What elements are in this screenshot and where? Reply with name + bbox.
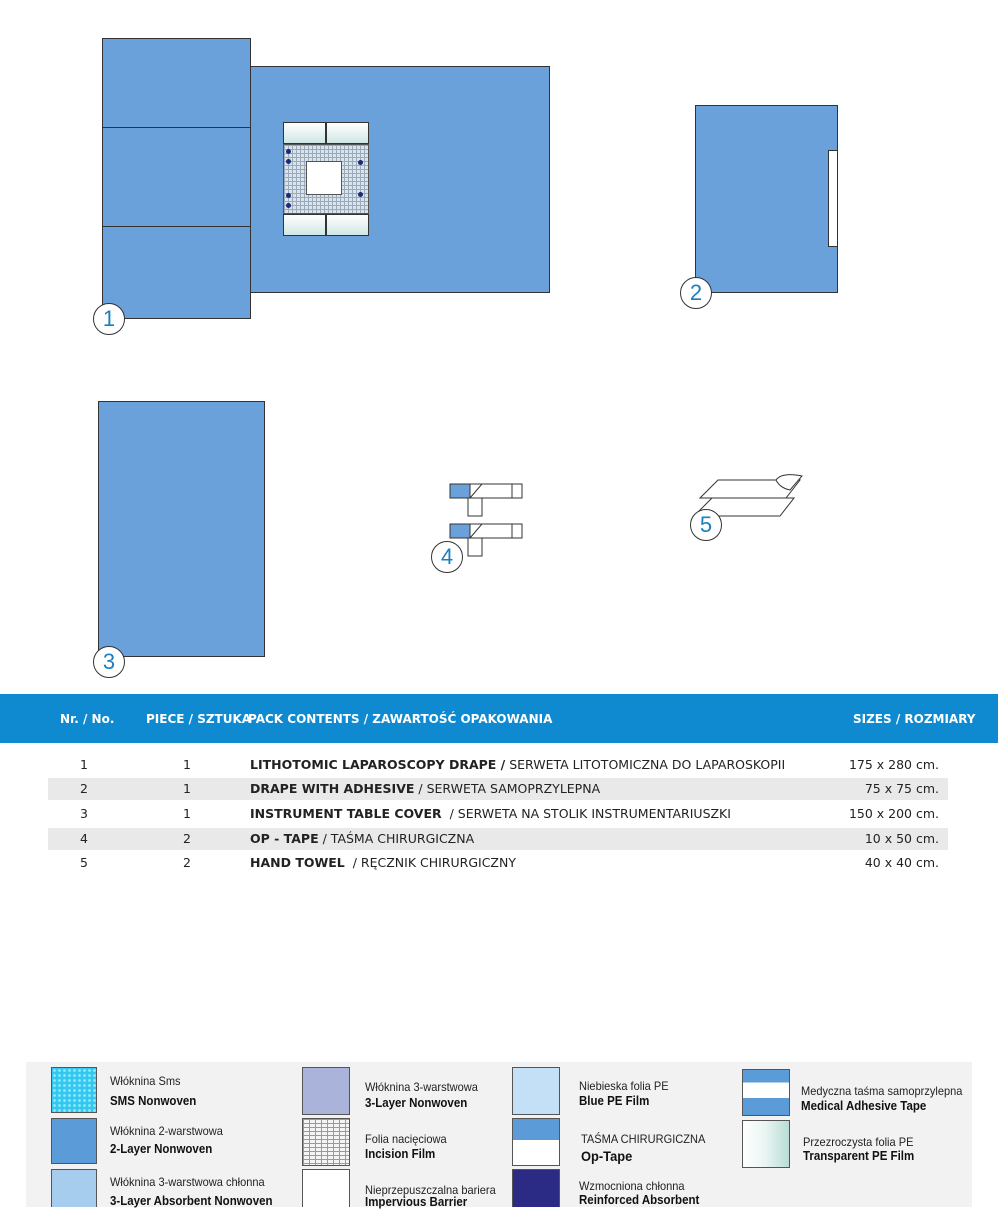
reinforced-absorbent-swatch [512, 1169, 560, 1207]
sms-nonwoven-swatch [51, 1067, 97, 1113]
tube-holder-dot [358, 192, 363, 197]
adhesive-strip-bottom-left [283, 214, 326, 236]
row-item-desc: / TAŚMA CHIRURGICZNA [318, 831, 475, 846]
row-contents [250, 806, 731, 821]
row-item-desc: / SERWETA NA STOLIK INSTRUMENTARIUSZKI [441, 806, 731, 821]
row-item-name: HAND TOWEL [250, 855, 345, 870]
row-contents [250, 855, 516, 870]
row-contents [250, 781, 600, 796]
legend-label-pl: Przezroczysta folia PE [803, 1135, 914, 1149]
legend-label-pl: Nieprzepuszczalna bariera [365, 1183, 496, 1197]
adhesive-strip-top-right [326, 122, 369, 144]
header-piece: PIECE / SZTUKA [146, 712, 252, 726]
incision-film-swatch [302, 1118, 350, 1166]
table-row [48, 852, 948, 874]
drape-2-illustration [695, 105, 838, 293]
row-size: 10 x 50 cm. [864, 831, 939, 846]
marker-2: 2 [680, 277, 712, 309]
header-no: Nr. / No. [60, 712, 115, 726]
adhesive-strip-bottom-right [326, 214, 369, 236]
blue-pe-film-swatch [512, 1067, 560, 1115]
transparent-pe-film-swatch [742, 1120, 790, 1168]
adhesive-strip-top-left [283, 122, 326, 144]
drape-1-left-panel-middle [102, 128, 251, 227]
legend-label-en: Blue PE Film [579, 1094, 650, 1108]
legend-label-en: 2-Layer Nonwoven [110, 1142, 213, 1156]
row-no: 2 [80, 781, 88, 796]
row-no: 5 [80, 855, 88, 870]
table-row [48, 778, 948, 800]
legend-label-pl: TAŚMA CHIRURGICZNA [581, 1132, 706, 1146]
material-legend [26, 1062, 972, 1207]
op-tape-upper [450, 484, 522, 516]
row-item-desc: SERWETA LITOTOMICZNA DO LAPAROSKOPII [505, 757, 786, 772]
row-no: 4 [80, 831, 88, 846]
row-contents [250, 831, 474, 846]
marker-5: 5 [690, 509, 722, 541]
row-contents [250, 757, 785, 772]
two-layer-nonwoven-swatch [51, 1118, 97, 1164]
tube-holder-dot [286, 193, 291, 198]
table-row [48, 828, 948, 850]
tube-holder-dot [358, 160, 363, 165]
absorbent-nonwoven-swatch [51, 1169, 97, 1207]
row-item-name: INSTRUMENT TABLE COVER [250, 806, 442, 821]
legend-label-pl: Wzmocniona chłonna [579, 1179, 685, 1193]
row-piece: 2 [183, 831, 191, 846]
legend-label-pl: Włóknina 3-warstwowa chłonna [110, 1175, 265, 1189]
row-size: 75 x 75 cm. [864, 781, 939, 796]
header-sizes: SIZES / ROZMIARY [853, 712, 976, 726]
row-no: 1 [80, 757, 88, 772]
row-size: 150 x 200 cm. [848, 806, 939, 821]
legend-label-pl: Włóknina 3-warstwowa [365, 1080, 478, 1094]
legend-label-en: Transparent PE Film [803, 1149, 915, 1163]
row-size: 40 x 40 cm. [864, 855, 939, 870]
row-piece: 1 [183, 806, 191, 821]
drape-1-left-panel-top [102, 38, 251, 128]
tube-holder-dot [286, 149, 291, 154]
three-layer-nonwoven-swatch [302, 1067, 350, 1115]
table-row [48, 803, 948, 825]
row-size: 175 x 280 cm. [848, 757, 939, 772]
medical-adhesive-tape-swatch [742, 1069, 790, 1116]
legend-label-pl: Włóknina Sms [110, 1074, 181, 1088]
legend-label-pl: Medyczna taśma samoprzylepna [801, 1084, 963, 1098]
row-item-name: LITHOTOMIC LAPAROSCOPY DRAPE / [250, 757, 506, 772]
legend-label-en: SMS Nonwoven [110, 1094, 197, 1108]
legend-label-en: 3-Layer Absorbent Nonwoven [110, 1194, 273, 1208]
drape-1-left-panel-bottom [102, 227, 251, 319]
legend-label-en: Medical Adhesive Tape [801, 1099, 927, 1113]
row-item-name: DRAPE WITH ADHESIVE [250, 781, 415, 796]
legend-label-en: Reinforced Absorbent [579, 1193, 700, 1207]
tube-holder-dot [286, 203, 291, 208]
fenestration-opening [306, 161, 342, 195]
legend-label-en: Incision Film [365, 1147, 436, 1161]
legend-label-en: Impervious Barrier [365, 1195, 468, 1209]
table-row [48, 754, 948, 776]
row-piece: 1 [183, 781, 191, 796]
row-piece: 2 [183, 855, 191, 870]
table-cover-illustration [98, 401, 265, 657]
legend-label-pl: Folia nacięciowa [365, 1132, 447, 1146]
op-tape-swatch [512, 1118, 560, 1166]
row-no: 3 [80, 806, 88, 821]
legend-label-pl: Włóknina 2-warstwowa [110, 1124, 223, 1138]
header-contents: PACK CONTENTS / ZAWARTOŚĆ OPAKOWANIA [248, 712, 553, 726]
row-item-desc: / SERWETA SAMOPRZYLEPNA [414, 781, 601, 796]
marker-1: 1 [93, 303, 125, 335]
row-item-desc: / RĘCZNIK CHIRURGICZNY [344, 855, 516, 870]
row-piece: 1 [183, 757, 191, 772]
table-header-bar [0, 694, 998, 743]
legend-label-en: Op-Tape [581, 1148, 633, 1164]
marker-4: 4 [431, 541, 463, 573]
tube-holder-dot [286, 159, 291, 164]
marker-3: 3 [93, 646, 125, 678]
impervious-barrier-swatch [302, 1169, 350, 1207]
legend-label-en: 3-Layer Nonwoven [365, 1096, 468, 1110]
row-item-name: OP - TAPE [250, 831, 319, 846]
drape-2-adhesive-strip [828, 150, 838, 247]
legend-label-pl: Niebieska folia PE [579, 1079, 669, 1093]
